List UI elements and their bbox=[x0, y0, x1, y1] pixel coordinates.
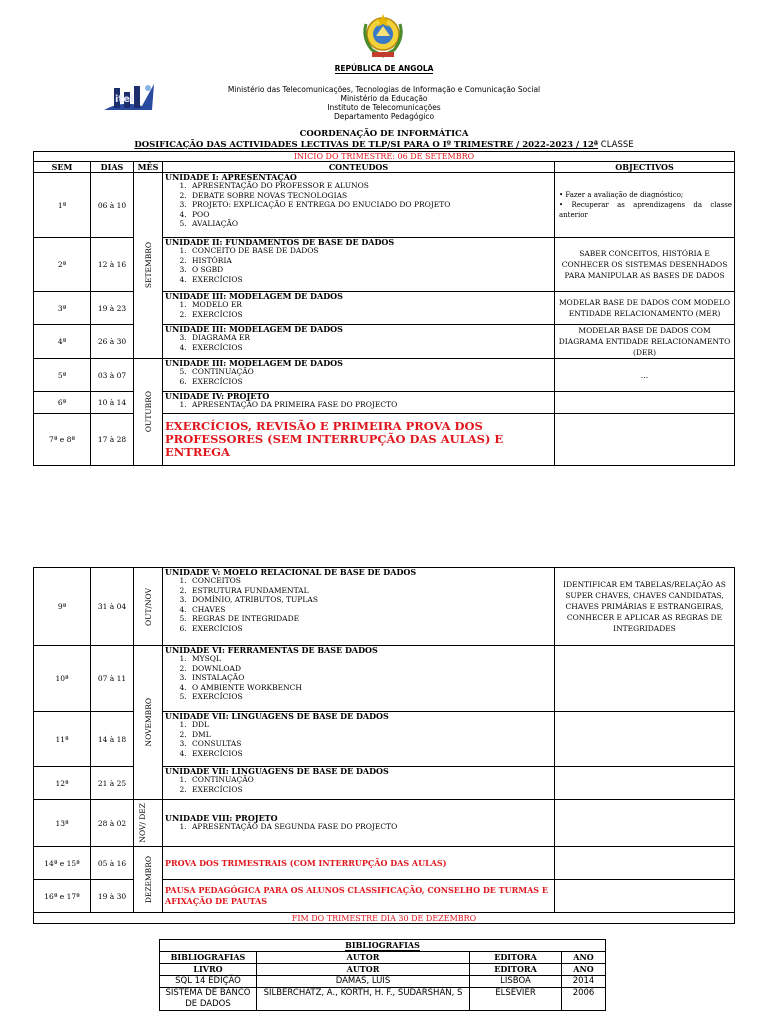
month-label: DEZEMBRO bbox=[143, 855, 153, 904]
unit-title: UNIDADE V: MOELO RELACIONAL DE BASE DE DADOS bbox=[165, 567, 417, 577]
list-item: 2. EXERCÍCIOS bbox=[189, 310, 552, 320]
svg-text:itel: itel bbox=[115, 94, 134, 105]
content-cell bbox=[163, 847, 555, 880]
content-cell bbox=[163, 767, 555, 800]
dias-cell: 21 à 25 bbox=[91, 767, 134, 800]
header-ministry-education: Ministério da Educação bbox=[340, 94, 428, 103]
list-item: 1. CONCEITOS bbox=[189, 576, 552, 586]
objective-cell bbox=[555, 646, 735, 712]
dias-cell: 31 à 04 bbox=[91, 568, 134, 646]
list-item: 2. EXERCÍCIOS bbox=[189, 785, 552, 795]
objective-cell: … bbox=[555, 359, 735, 392]
list-item: 4. POO bbox=[189, 210, 552, 220]
header-mes: MÊS bbox=[134, 162, 163, 173]
list-item: 5. AVALIAÇÃO bbox=[189, 219, 552, 229]
bib-header-cell: EDITORA bbox=[470, 964, 562, 976]
header-department: Departamento Pedagógico bbox=[333, 112, 435, 121]
header-objectivos: OBJECTIVOS bbox=[555, 162, 735, 173]
schedule-table-1 bbox=[33, 151, 735, 466]
objective-cell bbox=[555, 767, 735, 800]
republic-label: REPÚBLICA DE ANGOLA bbox=[334, 64, 434, 73]
sem-cell: 2ª bbox=[34, 238, 91, 292]
list-item: 4. EXERCÍCIOS bbox=[189, 749, 552, 759]
list-item: 1. MYSQL bbox=[189, 654, 552, 664]
dias-cell: 05 à 16 bbox=[91, 847, 134, 880]
sem-cell: 7ª e 8ª bbox=[34, 414, 91, 466]
list-item: 5. EXERCÍCIOS bbox=[189, 692, 552, 702]
table-row bbox=[34, 568, 735, 646]
month-cell bbox=[134, 800, 163, 847]
exam-notice: EXERCÍCIOS, REVISÃO E PRIMEIRA PROVA DOS PROFESSORES (SEM INTERRUPÇÃO DAS AULAS) E ENTREGA bbox=[165, 419, 504, 459]
sem-cell: 14ª e 15ª bbox=[34, 847, 91, 880]
bibliography-table bbox=[159, 939, 606, 1011]
unit-title: UNIDADE III: MODELAGEM DE DADOS bbox=[165, 358, 343, 368]
list-item: 1. DDL bbox=[189, 720, 552, 730]
sem-cell: 6ª bbox=[34, 392, 91, 414]
dias-cell: 28 à 02 bbox=[91, 800, 134, 847]
term-start-banner: INÍCIO DO TRIMESTRE: 06 DE SETEMBRO bbox=[34, 152, 735, 162]
objective-cell: MODELAR BASE DE DADOS COM DIAGRAMA ENTIDADE RELACIONAMENTO (DER) bbox=[555, 325, 735, 359]
content-cell bbox=[163, 173, 555, 238]
header-dias: DIAS bbox=[91, 162, 134, 173]
objective-cell bbox=[555, 880, 735, 913]
list-item: 3. O SGBD bbox=[189, 265, 552, 275]
sem-cell: 12ª bbox=[34, 767, 91, 800]
month-label: OUT/NOV bbox=[143, 587, 153, 626]
list-item: 2. DEBATE SOBRE NOVAS TECNOLOGIAS bbox=[189, 191, 552, 201]
objective-cell bbox=[555, 173, 735, 238]
bib-cell: SILBERCHATZ, A., KORTH, H. F., SUDARSHAN, S bbox=[257, 988, 470, 1011]
objective-cell bbox=[555, 847, 735, 880]
content-cell bbox=[163, 800, 555, 847]
break-notice: PAUSA PEDAGÓGICA PARA OS ALUNOS CLASSIFICAÇÃO, CONSELHO DE TURMAS E AFIXAÇÃO DE PAUTAS bbox=[165, 885, 548, 906]
table-row bbox=[34, 800, 735, 847]
objective-bullet: • Fazer a avaliação de diagnóstico; bbox=[559, 191, 684, 199]
header-ministry-line: Ministério das Telecomunicações, Tecnologias de Informação e Comunicação Social bbox=[227, 85, 541, 94]
content-cell bbox=[163, 414, 555, 466]
month-cell bbox=[134, 646, 163, 800]
list-item: 1. APRESENTAÇÃO DA SEGUNDA FASE DO PROJECTO bbox=[189, 822, 552, 832]
month-label: SETEMBRO bbox=[143, 242, 153, 289]
table-row bbox=[160, 988, 606, 1011]
dias-cell: 19 à 23 bbox=[91, 292, 134, 325]
sem-cell: 1ª bbox=[34, 173, 91, 238]
content-cell bbox=[163, 325, 555, 359]
bib-header-cell: LIVRO bbox=[160, 964, 257, 976]
schedule-table-2 bbox=[33, 567, 735, 924]
header-institute: Instituto de Telecomunicações bbox=[327, 103, 441, 112]
sem-cell: 4ª bbox=[34, 325, 91, 359]
unit-title: UNIDADE I: APRESENTAÇÃO bbox=[165, 172, 297, 182]
content-cell bbox=[163, 238, 555, 292]
header-sem: SEM bbox=[34, 162, 91, 173]
content-cell bbox=[163, 568, 555, 646]
list-item: 4. EXERCÍCIOS bbox=[189, 275, 552, 285]
month-label: OUTUBRO bbox=[143, 391, 153, 433]
table-row bbox=[160, 976, 606, 988]
month-cell bbox=[134, 173, 163, 359]
list-item: 1. CONTINUAÇÃO bbox=[189, 775, 552, 785]
bib-cell: ELSEVIER bbox=[470, 988, 562, 1011]
content-cell bbox=[163, 392, 555, 414]
unit-title: UNIDADE II: FUNDAMENTOS DE BASE DE DADOS bbox=[165, 237, 395, 247]
unit-title: UNIDADE IV: PROJETO bbox=[165, 391, 270, 401]
dias-cell: 26 à 30 bbox=[91, 325, 134, 359]
bib-header-cell: AUTOR bbox=[257, 964, 470, 976]
list-item: 5. REGRAS DE INTEGRIDADE bbox=[189, 614, 552, 624]
bib-cell: SQL 14 EDIÇÃO bbox=[160, 976, 257, 988]
list-item: 1. MODELO ER bbox=[189, 300, 552, 310]
dias-cell: 17 à 28 bbox=[91, 414, 134, 466]
bib-header-cell: EDITORA bbox=[470, 952, 562, 964]
bib-header-cell: AUTOR bbox=[257, 952, 470, 964]
dias-cell: 12 à 16 bbox=[91, 238, 134, 292]
objective-cell: MODELAR BASE DE DADOS COM MODELO ENTIDADE RELACIONAMENTO (MER) bbox=[555, 292, 735, 325]
objective-cell bbox=[555, 392, 735, 414]
bib-header-cell: ANO bbox=[562, 952, 606, 964]
month-cell bbox=[134, 359, 163, 466]
bib-cell: 2014 bbox=[562, 976, 606, 988]
term-end-banner: FIM DO TRIMESTRE DIA 30 DE DEZEMBRO bbox=[34, 913, 735, 924]
list-item: 4. O AMBIENTE WORKBENCH bbox=[189, 683, 552, 693]
unit-title: UNIDADE VII: LINGUAGENS DE BASE DE DADOS bbox=[165, 711, 389, 721]
list-item: 3. DIAGRAMA ER bbox=[189, 333, 552, 343]
objective-cell: IDENTIFICAR EM TABELAS/RELAÇÃO AS SUPER CHAVES, CHAVES CANDIDATAS, CHAVES PRIMÁRIAS E ESTRANGEIRAS, CONHECER E APLICAR AS REGRAS DE INTEGRIDADES bbox=[555, 568, 735, 646]
bibliography-title: BIBLIOGRAFIAS bbox=[160, 940, 606, 952]
content-cell bbox=[163, 646, 555, 712]
objective-cell: SABER CONCEITOS, HISTÓRIA E CONHECER OS SISTEMAS DESENHADOS PARA MANIPULAR AS BASES DE DADOS bbox=[555, 238, 735, 292]
dias-cell: 10 à 14 bbox=[91, 392, 134, 414]
sem-cell: 10ª bbox=[34, 646, 91, 712]
table-row bbox=[34, 173, 735, 238]
list-item: 2. ESTRUTURA FUNDAMENTAL bbox=[189, 586, 552, 596]
unit-title: UNIDADE VIII: PROJETO bbox=[165, 813, 278, 824]
sem-cell: 11ª bbox=[34, 712, 91, 767]
list-item: 5. CONTINUAÇÃO bbox=[189, 367, 552, 377]
month-label: NOVEMBRO bbox=[143, 698, 153, 747]
sem-cell: 3ª bbox=[34, 292, 91, 325]
table-row bbox=[34, 646, 735, 712]
bib-cell: SISTEMA DE BANCO DE DADOS bbox=[160, 988, 257, 1011]
list-item: 1. CONCEITO DE BASE DE DADOS bbox=[189, 246, 552, 256]
coordination-title: COORDENAÇÃO DE INFORMÁTICA bbox=[299, 129, 469, 139]
dias-cell: 06 à 10 bbox=[91, 173, 134, 238]
exam-notice: PROVA DOS TRIMESTRAIS (COM INTERRUPÇÃO DAS AULAS) bbox=[165, 857, 447, 868]
objective-cell bbox=[555, 414, 735, 466]
bib-cell: DAMAS, LUÍS bbox=[257, 976, 470, 988]
document-title: DOSIFICAÇÃO DAS ACTIVIDADES LECTIVAS DE TLP/SI PARA O Iº TRIMESTRE / 2022-2023 / 12ª CLASSE bbox=[134, 140, 634, 150]
dias-cell: 03 à 07 bbox=[91, 359, 134, 392]
table-row bbox=[34, 359, 735, 392]
list-item: 3. DOMÍNIO, ATRIBUTOS, TUPLAS bbox=[189, 595, 552, 605]
angola-coat-of-arms-icon bbox=[358, 12, 408, 62]
list-item: 2. DML bbox=[189, 730, 552, 740]
sem-cell: 9ª bbox=[34, 568, 91, 646]
content-cell bbox=[163, 292, 555, 325]
dias-cell: 19 à 30 bbox=[91, 880, 134, 913]
content-cell bbox=[163, 712, 555, 767]
bib-cell: LISBOA bbox=[470, 976, 562, 988]
objective-bullet: • Recuperar as aprendizagens da classe anterior bbox=[559, 201, 733, 219]
sem-cell: 16ª e 17ª bbox=[34, 880, 91, 913]
bib-header-cell: ANO bbox=[562, 964, 606, 976]
content-cell bbox=[163, 359, 555, 392]
objective-cell bbox=[555, 800, 735, 847]
header-conteudos: CONTEUDOS bbox=[163, 162, 555, 173]
objective-cell bbox=[555, 712, 735, 767]
table-row bbox=[34, 847, 735, 880]
list-item: 4. CHAVES bbox=[189, 605, 552, 615]
sem-cell: 5ª bbox=[34, 359, 91, 392]
month-cell bbox=[134, 847, 163, 913]
list-item: 1. APRESENTAÇÃO DA PRIMEIRA FASE DO PROJECTO bbox=[189, 400, 552, 410]
list-item: 4. EXERCÍCIOS bbox=[189, 343, 552, 353]
list-item: 2. DOWNLOAD bbox=[189, 664, 552, 674]
list-item: 3. CONSULTAS bbox=[189, 739, 552, 749]
month-label: NOV/ DEZ bbox=[138, 803, 147, 843]
sem-cell: 13ª bbox=[34, 800, 91, 847]
list-item: 6. EXERCÍCIOS bbox=[189, 624, 552, 634]
dias-cell: 07 à 11 bbox=[91, 646, 134, 712]
list-item: 2. HISTÓRIA bbox=[189, 256, 552, 266]
list-item: 3. PROJETO: EXPLICAÇÃO E ENTREGA DO ENUCIADO DO PROJETO bbox=[189, 200, 552, 210]
unit-title: UNIDADE III: MODELAGEM DE DADOS bbox=[165, 324, 343, 334]
list-item: 1. APRESENTAÇÃO DO PROFESSOR E ALUNOS bbox=[189, 181, 552, 191]
unit-title: UNIDADE VII: LINGUAGENS DE BASE DE DADOS bbox=[165, 766, 389, 776]
unit-title: UNIDADE VI: FERRAMENTAS DE BASE DADOS bbox=[165, 645, 378, 655]
bib-cell: 2006 bbox=[562, 988, 606, 1011]
bib-header-cell: BIBLIOGRAFIAS bbox=[160, 952, 257, 964]
dias-cell: 14 à 18 bbox=[91, 712, 134, 767]
content-cell bbox=[163, 880, 555, 913]
list-item: 3. INSTALAÇÃO bbox=[189, 673, 552, 683]
month-cell bbox=[134, 568, 163, 646]
unit-title: UNIDADE III: MODELAGEM DE DADOS bbox=[165, 291, 343, 301]
list-item: 6. EXERCÍCIOS bbox=[189, 377, 552, 387]
